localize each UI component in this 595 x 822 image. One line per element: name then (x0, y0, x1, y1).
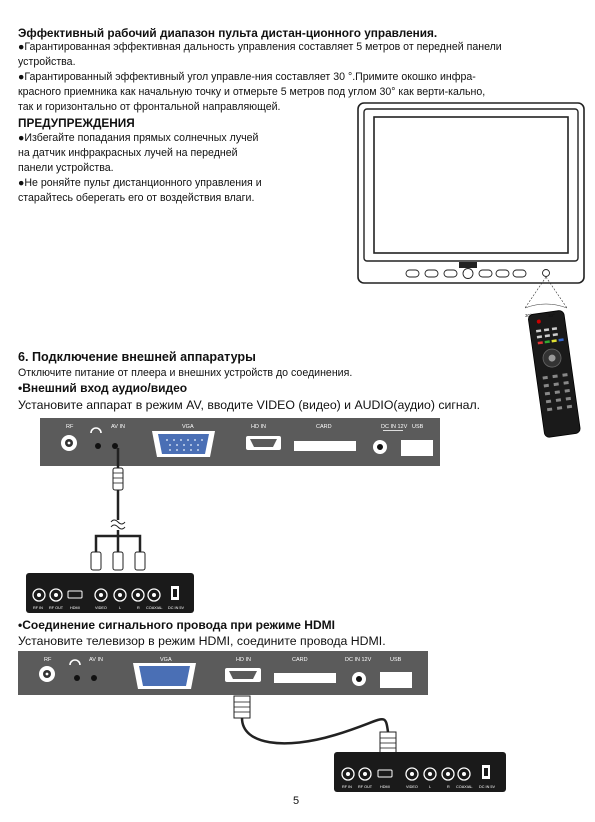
warning-line-5: старайтесь оберегать его от воздействия влаги. (18, 192, 255, 204)
device-panel-hdmi (334, 752, 506, 792)
panel-label-hdin: HD IN (251, 424, 266, 430)
device-label-rfin: RF IN (33, 606, 43, 610)
panel-label-avin: AV IN (111, 424, 125, 430)
av-text: Установите аппарат в режим AV, вводите VIDEO (видео) и AUDIO(аудио) сигнал. (18, 398, 481, 412)
panel2-label-hdin: HD IN (236, 657, 251, 663)
device-label-l: L (119, 606, 122, 610)
warning-line-1: ●Избегайте попадания прямых солнечных лучей (18, 132, 259, 144)
section-6-intro: Отключите питание от плеера и внешних устройств до соединения. (18, 367, 353, 379)
av-title: •Внешний вход аудио/видео (18, 381, 188, 395)
device-label-video: VIDEO (95, 606, 107, 610)
section-6-title: 6. Подключение внешней аппаратуры (18, 350, 256, 364)
panel-label-vga: VGA (182, 424, 194, 430)
device-label-rfout: RF OUT (49, 606, 64, 610)
panel2-label-vga: VGA (160, 657, 172, 663)
panel2-label-avin: AV IN (89, 657, 103, 663)
range-title: Эффективный рабочий диапазон пульта дистан-ционного управления. (18, 26, 438, 40)
range-line-2: устройства. (18, 56, 76, 68)
warning-line-4: ●Не роняйте пульт дистанционного управления и (18, 177, 262, 189)
panel2-label-usb: USB (390, 657, 402, 663)
panel-label-dcin: DC IN 12V (381, 424, 408, 430)
range-line-5: так и горизонтально от фронтальной направляющей. (18, 101, 281, 113)
hdmi-text: Установите телевизор в режим HDMI, соедините провода HDMI. (18, 634, 386, 648)
av-cable-diagram (60, 440, 170, 580)
warnings-title: ПРЕДУПРЕЖДЕНИЯ (18, 116, 135, 130)
tv-back-panel-hdmi (18, 651, 428, 695)
panel-label-rf: RF (66, 424, 74, 430)
device2-label-rfout: RF OUT (358, 785, 373, 789)
device2-label-r: R (447, 785, 450, 789)
device2-label-dcin: DC IN 5V (479, 785, 496, 789)
panel-label-card: CARD (316, 424, 332, 430)
device2-label-coaxial: COAXIAL (456, 785, 473, 789)
range-line-1: ●Гарантированная эффективная дальность управления составляет 5 метров от передней панели (18, 41, 502, 53)
device-label-dcin: DC IN 5V (168, 606, 185, 610)
angle-label-right: 30° (548, 313, 555, 318)
hdmi-title: •Соединение сигнального провода при режиме HDMI (18, 618, 335, 632)
page-number: 5 (293, 795, 300, 807)
device2-label-l: L (429, 785, 432, 789)
angle-label-left: 30° (525, 313, 532, 318)
panel2-label-card: CARD (292, 657, 308, 663)
range-line-4: красного приемника как начальную точку и отмерьте 5 метров под углом 30° как верти-кально, (18, 86, 486, 98)
device-label-hdmi: HDMI (70, 606, 80, 610)
tv-remote-illustration (355, 100, 587, 438)
warning-line-3: панели устройства. (18, 162, 114, 174)
device2-label-video: VIDEO (406, 785, 418, 789)
device-label-r: R (137, 606, 140, 610)
panel-label-usb: USB (412, 424, 424, 430)
panel2-label-dcin: DC IN 12V (345, 657, 372, 663)
panel2-label-rf: RF (44, 657, 52, 663)
range-line-3: ●Гарантированный эффективный угол управле-ния составляет 30 °.Примите окошко инфра- (18, 71, 476, 83)
device-label-coaxial: COAXIAL (146, 606, 163, 610)
device-panel-av (26, 573, 194, 613)
warning-line-2: на датчик инфракрасных лучей на передней (18, 147, 238, 159)
hdmi-cable-diagram (225, 690, 415, 760)
device2-label-rfin: RF IN (342, 785, 352, 789)
device2-label-hdmi: HDMI (380, 785, 390, 789)
